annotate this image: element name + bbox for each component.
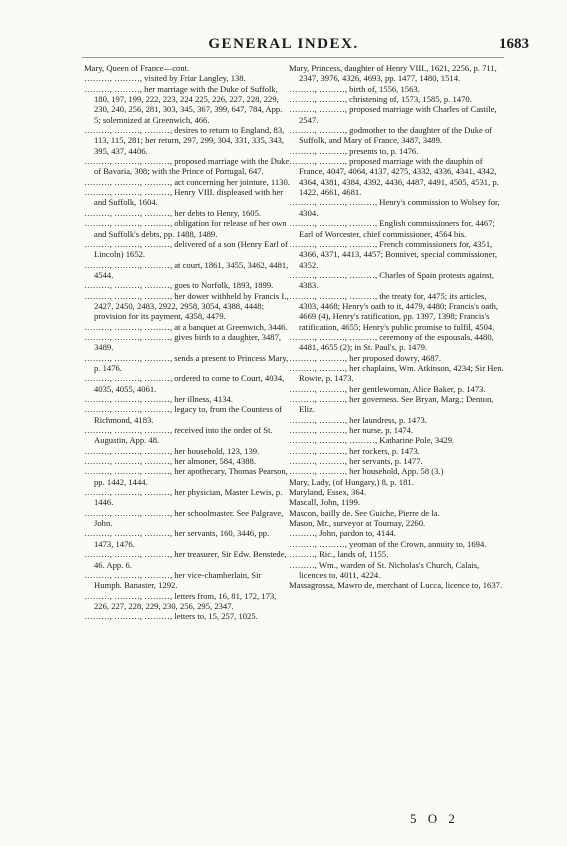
index-entry: Massagrossa, Mawro de, merchant of Lucca, licence to, 1637. xyxy=(289,580,503,591)
index-entry: ………, ………, ………, act concerning her jointure, 1130. xyxy=(84,176,290,187)
index-entry: ………, ………, yeoman of the Crown, annuity to, 1694. xyxy=(289,538,487,549)
index-entry: Mascon, bailly de. See Guiche, Pierre de la. xyxy=(289,507,440,518)
index-entry: ………, ………, ………, Katharine Pole, 3429. xyxy=(289,435,455,446)
index-entry: ………, ………, ………, received into the order of St. Augustin, App. 48. xyxy=(84,425,273,446)
index-column-left xyxy=(84,63,290,622)
index-entry: ………, ………, ………, Henry VIII. displeased with her and Suffolk, 1604. xyxy=(84,187,284,208)
index-entry: ………, ………, her gentlewoman, Alice Baker, p. 1473. xyxy=(289,383,486,394)
index-entry: ………, ………, ………, her debts to Henry, 1605. xyxy=(84,207,262,218)
index-entry: ………, ………, ………, letters to, 15, 257, 1025. xyxy=(84,611,258,622)
index-entry: ………, ………, birth of, 1556, 1563. xyxy=(289,83,420,94)
index-entry: ………, ………, ………, legacy to, from the Countess of Richmond, 4183. xyxy=(84,404,283,425)
index-entry: ………, ………, ………, obligation for release of her own and Suffolk's debts, pp. 1488, 1489. xyxy=(84,218,287,239)
index-entry: ………, ………, ………, her schoolmaster. See Palgrave, John. xyxy=(84,507,284,529)
index-entry: ………, ………, ………, her illness, 4134. xyxy=(84,394,233,404)
index-entry: ………, ………, her governess. See Bryan, Marg.; Denton, Eliz. xyxy=(289,394,494,415)
page-number: 1683 xyxy=(499,36,529,52)
index-entry: ………, ………, ………, her household, 123, 139. xyxy=(84,445,260,456)
page-title: GENERAL INDEX. xyxy=(208,36,359,52)
index-entry: ………, ………, ………, English commissioners for, 4467; Earl of Worcester, chief commissioner, 4564 bis. xyxy=(289,218,495,239)
index-entry: ………, ………, her chaplains, Wm. Atkinson, 4234; Sir Hen. Rowte, p. 1473. xyxy=(289,362,504,384)
index-entry: ………, ………, ………, her dower withheld by Francis I., 2427, 2450, 2483, 2922, 2958, 3054, 4388, 4448; provision for its payment, 4358, 4479. xyxy=(84,290,289,322)
index-entry: ………, ………, ………, ceremony of the espousals, 4480, 4481, 4655 (2); in St. Paul's, p. 1479. xyxy=(289,331,494,353)
index-entry: ………, ………, ………, letters from, 16, 81, 172, 173, 226, 227, 228, 229, 230, 256, 295, 2347. xyxy=(84,590,277,611)
index-entry: Mason, Mr., surveyor at Tournay, 2260. xyxy=(289,518,426,529)
index-entry: Maryland, Essex, 364. xyxy=(289,487,367,498)
index-entry: ………, ………, her marriage with the Duke of Suffolk, 180, 197, 199, 222, 223, 224 225, 226, 227, 228, 229, 230, 240, 256, 281, 303, 345, 367, 399, 647, 784, App. 5; solemnized at Greenwich, 466. xyxy=(84,83,283,125)
index-entry: ………, ………, her nurse, p. 1474. xyxy=(289,425,414,436)
index-entry: ………, ………, ………, her treasurer, Sir Edw. Benstede, 46. App. 6. xyxy=(84,549,287,570)
index-entry: ………, Wm., warden of St. Nicholas's Church, Calais, licences to, 4011, 4224. xyxy=(289,559,480,580)
index-entry: ………, ………, ………, ordered to come to Court, 4034, 4035, 4055, 4061. xyxy=(84,373,285,394)
index-entry: ………, ………, her servants, p. 1477. xyxy=(289,456,423,467)
index-entry: ………, ………, ………, at court, 1861, 3455, 3462, 4481, 4544. xyxy=(84,259,289,280)
index-entry: Mary, Lady, (of Hungary,) 8, p. 181. xyxy=(289,476,414,487)
index-entry: ………, ………, presents to, p. 1476. xyxy=(289,145,419,156)
index-entry: ………, ………, her rockers, p. 1473. xyxy=(289,445,420,456)
index-entry: ………, ………, ………, her apothecary, Thomas Pearson, pp. 1442, 1444. xyxy=(84,466,288,487)
index-entry: ………, ………, christening of, 1573, 1585, p. 1470. xyxy=(289,94,472,105)
header-rule xyxy=(82,57,504,58)
index-entry: ………, ………, ………, her almoner, 584, 4388. xyxy=(84,456,256,467)
index-column-right xyxy=(289,63,507,591)
index-entry: ………, ………, ………, the treaty for, 4475; its articles, 4303, 4468; Henry's oath to it, 4479, 4480; Francis's oath, 4669 (4), Henry's ratification, pp. 1397, 1398; Francis's ratification, 4655; Henry's public promise to fulfil, 4504. xyxy=(289,290,499,332)
index-entry: Mascall, John, 1199. xyxy=(289,497,361,508)
index-entry: ………, ………, visited by Friar Langley, 138. xyxy=(84,73,246,84)
index-entry: ………, ………, godmother to the daughter of the Duke of Suffolk, and Mary of France, 3487, 3489. xyxy=(289,125,493,146)
index-entry: ………, ………, ………, at a banquet at Greenwich, 3446. xyxy=(84,321,288,332)
index-entry: ………, ………, ………, gives birth to a daughter, 3487, 3489. xyxy=(84,331,282,353)
index-entry: ………, ………, ………, Charles of Spain protests against, 4383. xyxy=(289,269,495,291)
index-entry: ………, ………, ………, Henry's commission to Wolsey for, 4304. xyxy=(289,197,500,218)
index-entry: ………, ………, ………, delivered of a son (Henry Earl of Lincoln) 1652. xyxy=(84,238,288,260)
signature-mark: 5 O 2 xyxy=(410,811,459,826)
index-entry: ………, ………, ………, her vice-chamberlain, Sir Humph. Banaster, 1292. xyxy=(84,569,262,591)
index-entry: ………, ………, her proposed dowry, 4687. xyxy=(289,352,441,363)
index-entry: ………, John, pardon to, 4144. xyxy=(289,528,396,539)
index-entry: Mary, Princess, daughter of Henry VIII., 1621, 2256, p. 711, 2347, 3976, 4326, 4693, pp. 1477, 1480, 1514. xyxy=(289,63,497,84)
index-entry: Mary, Queen of France—cont. xyxy=(84,63,190,73)
index-entry: ………, ………, her laundress, p. 1473. xyxy=(289,414,427,425)
index-entry: ………, ………, ………, her servants, 160, 3446, pp. 1473, 1476. xyxy=(84,528,270,549)
index-entry: ………, ………, proposed marriage with Charles of Castile, 2547. xyxy=(289,104,497,125)
page-header xyxy=(0,36,567,56)
index-entry: ………, Ric., lands of, 1155. xyxy=(289,549,389,560)
index-entry: ………, ………, ………, sends a present to Princess Mary, p. 1476. xyxy=(84,352,289,373)
index-entry: ………, ………, her household, App. 58 (3.) xyxy=(289,466,444,477)
index-entry: ………, ………, ………, French commissioners for, 4351, 4366, 4371, 4413, 4457; Bonnivet, special commissioner, 4352. xyxy=(289,238,498,270)
index-entry: ………, ………, ………, desires to return to England, 83, 113, 115, 281; her return, 297, 299, 304, 331, 335, 343, 395, 437, 4406. xyxy=(84,125,285,156)
index-entry: ………, ………, ………, her physician, Master Lewis, p. 1446. xyxy=(84,487,283,508)
index-entry: ………, ………, ………, goes to Norfolk, 1893, 1899. xyxy=(84,280,274,291)
index-entry: ………, ………, proposed marriage with the dauphin of France, 4047, 4064, 4137, 4275, 4332, 4336, 4341, 4342, 4364, 4381, 4384, 4392, 4436, 4487, 4491, 4505, 4531, p. 1422, 4661, 4681. xyxy=(289,156,499,198)
index-entry: ………, ………, ………, proposed marriage with the Duke of Bavaria, 308; with the Prince of Portugal, 647. xyxy=(84,156,290,177)
